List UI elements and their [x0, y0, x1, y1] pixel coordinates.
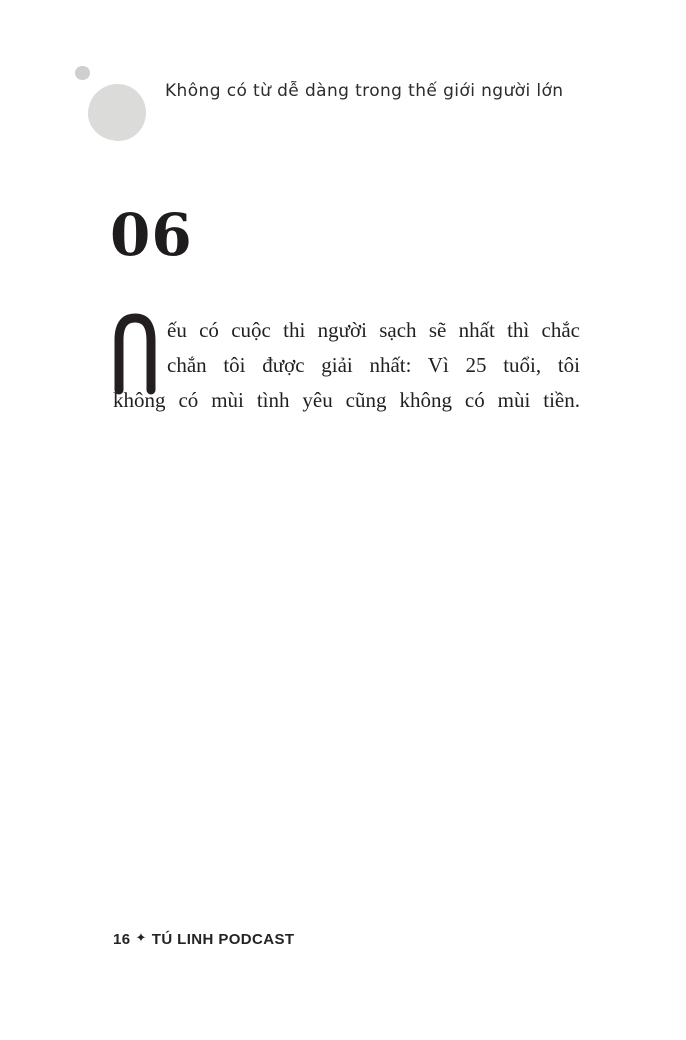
paragraph-line: chắn tôi được giải nhất: Vì 25 tuổi, tôi: [167, 353, 580, 377]
running-header-title: Không có từ dễ dàng trong thế giới người lớn: [165, 81, 564, 101]
decorative-blob: [88, 84, 146, 141]
star-separator-icon: ✦: [135, 931, 147, 946]
dropcap-letter-n: [113, 313, 167, 383]
page-footer: [113, 931, 294, 948]
paragraph-line: không có mùi tình yêu cũng không có mùi tiền.: [113, 388, 580, 412]
chapter-number: 06: [110, 201, 193, 269]
page-number: 16: [113, 931, 131, 948]
book-title: TÚ LINH PODCAST: [151, 931, 295, 948]
decorative-dot: [75, 66, 90, 80]
body-paragraph: [113, 313, 580, 418]
paragraph-line: ếu có cuộc thi người sạch sẽ nhất thì chắc: [167, 318, 580, 342]
